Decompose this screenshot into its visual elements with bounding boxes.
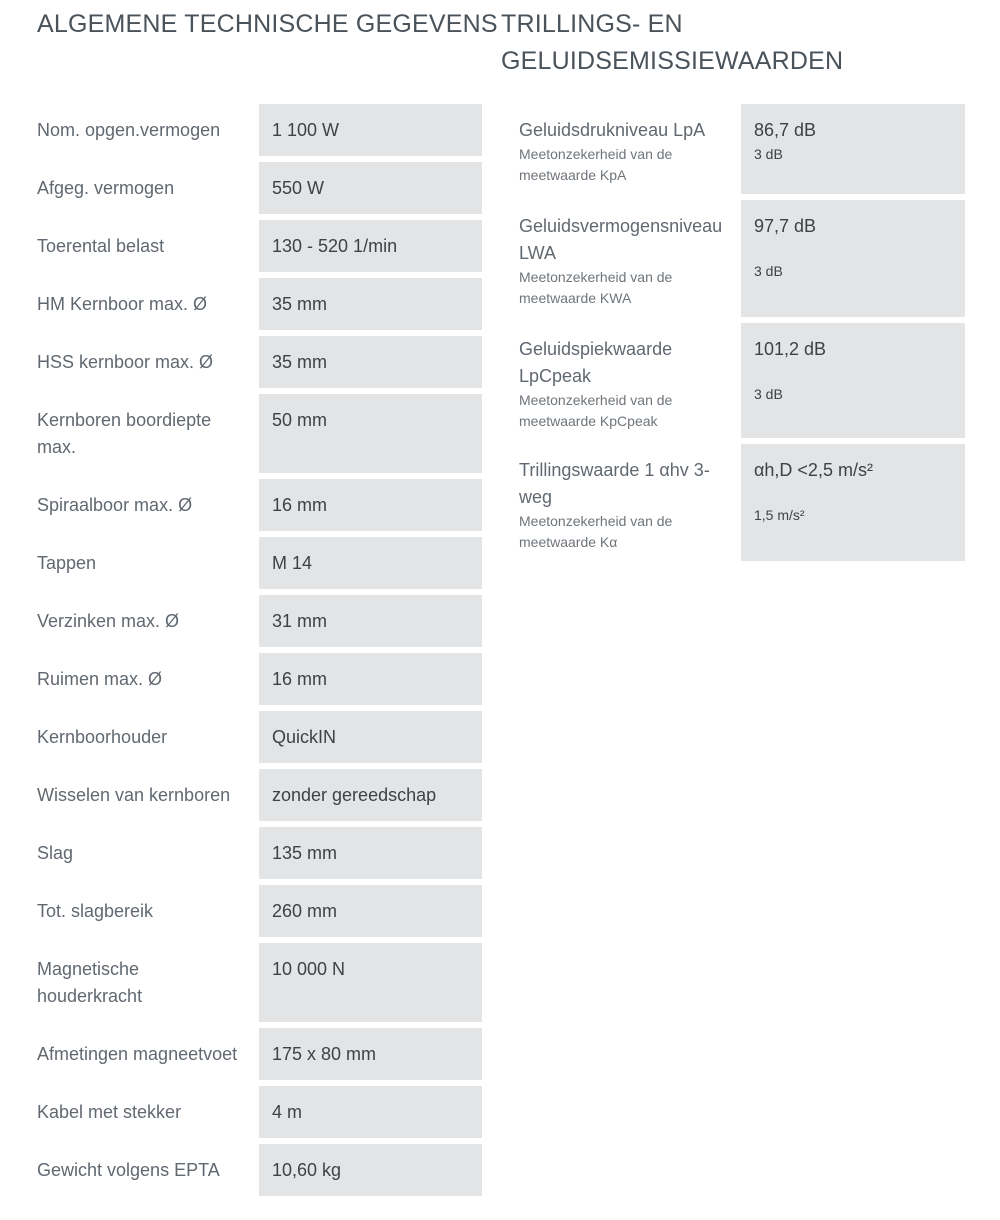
spec-label: Gewicht volgens EPTA <box>37 1160 220 1180</box>
emission-subvalue: 3 dB <box>754 386 783 402</box>
spec-value: 260 mm <box>259 885 482 937</box>
spec-row <box>37 1144 482 1196</box>
emission-value: αh,D <2,5 m/s² <box>754 460 873 480</box>
spec-row <box>37 1028 482 1080</box>
spec-value: 550 W <box>259 162 482 214</box>
spec-value: 16 mm <box>259 653 482 705</box>
spec-row <box>37 537 482 589</box>
spec-label: Kernboren boordiepte max. <box>37 410 212 457</box>
spec-row <box>37 1086 482 1138</box>
spec-row <box>37 479 482 531</box>
spec-value: 175 x 80 mm <box>259 1028 482 1080</box>
spec-label: HM Kernboor max. Ø <box>37 294 208 314</box>
spec-value: zonder gereedschap <box>259 769 482 821</box>
spec-label: Nom. opgen.vermogen <box>37 120 221 140</box>
spec-label: Kabel met stekker <box>37 1102 182 1122</box>
spec-value: 135 mm <box>259 827 482 879</box>
emission-value: 86,7 dB <box>754 120 817 140</box>
spec-row <box>37 278 482 330</box>
spec-row <box>37 162 482 214</box>
spec-value: 50 mm <box>259 394 482 473</box>
spec-label: Spiraalboor max. Ø <box>37 495 193 515</box>
spec-value: M 14 <box>259 537 482 589</box>
emission-specs-table <box>519 104 965 567</box>
spec-value: 1 100 W <box>259 104 482 156</box>
general-specs-section <box>37 0 498 1180</box>
emission-row <box>519 444 965 561</box>
spec-value: 35 mm <box>259 278 482 330</box>
spec-value: 16 mm <box>259 479 482 531</box>
spec-row <box>37 653 482 705</box>
spec-label: Ruimen max. Ø <box>37 669 163 689</box>
emission-row <box>519 323 965 438</box>
emission-row <box>519 104 965 194</box>
spec-label: Kernboorhouder <box>37 727 168 747</box>
spec-value: 35 mm <box>259 336 482 388</box>
spec-label: Wisselen van kernboren <box>37 785 231 805</box>
spec-row <box>37 885 482 937</box>
spec-value: 10,60 kg <box>259 1144 482 1196</box>
spec-label: Verzinken max. Ø <box>37 611 180 631</box>
general-specs-title: ALGEMENE TECHNISCHE GEGEVENS <box>37 10 498 38</box>
emission-label: Trillingswaarde 1 αhv 3-weg <box>519 460 710 507</box>
spec-value: 130 - 520 1/min <box>259 220 482 272</box>
spec-label: Magnetische houderkracht <box>37 959 143 1006</box>
spec-value: 10 000 N <box>259 943 482 1022</box>
emission-label: Geluidsdrukniveau LpA <box>519 120 706 140</box>
spec-label: Slag <box>37 843 74 863</box>
spec-row <box>37 943 482 1022</box>
emission-subvalue: 1,5 m/s² <box>754 507 805 523</box>
spec-row <box>37 595 482 647</box>
emission-value: 101,2 dB <box>754 339 827 359</box>
emission-subvalue: 3 dB <box>754 146 783 162</box>
emission-sublabel: Meetonzekerheid van de meetwaarde KpCpeak <box>519 392 673 429</box>
emission-sublabel: Meetonzekerheid van de meetwaarde KWA <box>519 269 673 306</box>
spec-value: 4 m <box>259 1086 482 1138</box>
emission-sublabel: Meetonzekerheid van de meetwaarde KpA <box>519 146 673 183</box>
spec-label: HSS kernboor max. Ø <box>37 352 214 372</box>
emission-value: 97,7 dB <box>754 216 817 236</box>
spec-label: Toerental belast <box>37 236 165 256</box>
emission-specs-section <box>501 0 965 550</box>
emission-sublabel: Meetonzekerheid van de meetwaarde Kα <box>519 513 673 550</box>
spec-row <box>37 827 482 879</box>
spec-row <box>37 769 482 821</box>
spec-row <box>37 711 482 763</box>
spec-label: Tappen <box>37 553 97 573</box>
emission-row <box>519 200 965 317</box>
spec-label: Tot. slagbereik <box>37 901 154 921</box>
emission-label: Geluidsvermogensniveau LWA <box>519 216 723 263</box>
emission-specs-title: TRILLINGS- EN GELUIDSEMISSIEWAARDEN <box>501 10 844 75</box>
spec-value: QuickIN <box>259 711 482 763</box>
spec-row <box>37 220 482 272</box>
emission-subvalue: 3 dB <box>754 263 783 279</box>
spec-row <box>37 104 482 156</box>
spec-label: Afgeg. vermogen <box>37 178 175 198</box>
emission-label: Geluidspiekwaarde LpCpeak <box>519 339 673 386</box>
general-specs-table <box>37 104 482 1202</box>
spec-value: 31 mm <box>259 595 482 647</box>
spec-row <box>37 336 482 388</box>
spec-row <box>37 394 482 473</box>
spec-label: Afmetingen magneetvoet <box>37 1044 238 1064</box>
